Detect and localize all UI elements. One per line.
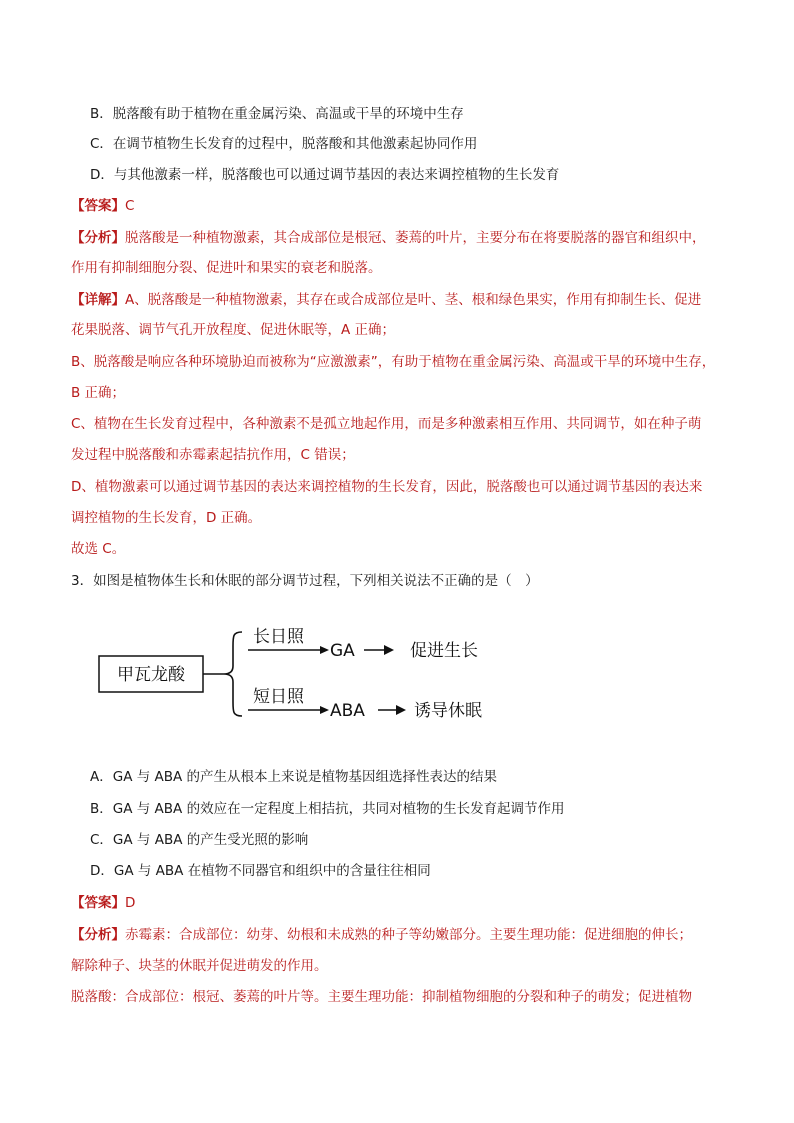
q2-option-d: D．与其他激素一样，脱落酸也可以通过调节基因的表达来调控植物的生长发育 (90, 167, 560, 183)
q3-analysis-line-2: 解除种子、块茎的休眠并促进萌发的作用。 (71, 958, 328, 974)
answer-tag: 【答案】 (71, 198, 125, 214)
answer-value: D (125, 895, 136, 911)
bottom-arrow-1-head (320, 706, 329, 714)
q2-analysis-line-1 (71, 228, 731, 248)
analysis-text: 脱落酸是一种植物激素，其合成部位是根冠、萎蔫的叶片，主要分布在将要脱落的器官和组织中， (125, 230, 706, 246)
q2-detail-a-line-1 (71, 290, 731, 310)
top-effect: 促进生长 (410, 641, 478, 661)
source-label: 甲瓦龙酸 (117, 665, 185, 685)
brace (224, 632, 242, 716)
q2-detail-c-line-2: 发过程中脱落酸和赤霉素起拮抗作用，C 错误； (71, 447, 355, 463)
top-condition: 长日照 (253, 627, 304, 647)
analysis-text: 赤霉素：合成部位：幼芽、幼根和未成熟的种子等幼嫩部分。主要生理功能：促进细胞的伸长； (125, 927, 692, 943)
analysis-tag: 【分析】 (71, 230, 125, 246)
top-arrow-2-head (384, 645, 394, 655)
q2-detail-d-line-1: D、植物激素可以通过调节基因的表达来调控植物的生长发育，因此，脱落酸也可以通过调节基因的表达来 (71, 479, 703, 495)
q2-option-c: C．在调节植物生长发育的过程中，脱落酸和其他激素起协同作用 (90, 136, 478, 152)
bottom-condition: 短日照 (253, 687, 304, 707)
q2-detail-b-line-2: B 正确； (71, 385, 126, 401)
answer-value: C (125, 198, 135, 214)
q2-detail-d-line-2: 调控植物的生长发育，D 正确。 (71, 510, 262, 526)
q3-option-b: B．GA 与 ABA 的效应在一定程度上相拮抗，共同对植物的生长发育起调节作用 (90, 801, 565, 817)
analysis-tag: 【分析】 (71, 927, 125, 943)
top-arrow-1-head (320, 646, 329, 654)
q2-detail-a-line-2: 花果脱落、调节气孔开放程度、促进休眠等，A 正确； (71, 322, 396, 338)
q3-answer (71, 893, 731, 913)
bottom-arrow-2-head (396, 705, 406, 715)
q2-detail-b-line-1: B、脱落酸是响应各种环境胁迫而被称为“应激激素”，有助于植物在重金属污染、高温或干旱的环境中生存， (71, 354, 716, 370)
q3-stem: 3．如图是植物体生长和休眠的部分调节过程，下列相关说法不正确的是（ ） (71, 573, 539, 589)
q2-conclusion: 故选 C。 (71, 541, 126, 557)
q3-option-d: D．GA 与 ABA 在植物不同器官和组织中的含量往往相同 (90, 863, 431, 879)
bottom-effect: 诱导休眠 (414, 701, 482, 721)
regulation-diagram (96, 622, 516, 726)
q2-option-b: B．脱落酸有助于植物在重金属污染、高温或干旱的环境中生存 (90, 106, 464, 122)
bottom-hormone: ABA (330, 701, 365, 721)
answer-tag: 【答案】 (71, 895, 125, 911)
q3-analysis-line-3: 脱落酸：合成部位：根冠、萎蔫的叶片等。主要生理功能：抑制植物细胞的分裂和种子的萌发；促进植物 (71, 989, 692, 1005)
detail-a-text: A、脱落酸是一种植物激素，其存在或合成部位是叶、茎、根和绿色果实，作用有抑制生长、促进 (125, 292, 702, 308)
q2-detail-c-line-1: C、植物在生长发育过程中，各种激素不是孤立地起作用，而是多种激素相互作用、共同调节，如在种子萌 (71, 416, 702, 432)
q3-option-c: C．GA 与 ABA 的产生受光照的影响 (90, 832, 309, 848)
q3-analysis-line-1 (71, 925, 731, 945)
detail-tag: 【详解】 (71, 292, 125, 308)
q3-option-a: A．GA 与 ABA 的产生从根本上来说是植物基因组选择性表达的结果 (90, 769, 498, 785)
top-hormone: GA (330, 641, 355, 661)
q2-analysis-line-2: 作用有抑制细胞分裂、促进叶和果实的衰老和脱落。 (71, 260, 382, 276)
q2-answer (71, 196, 731, 216)
